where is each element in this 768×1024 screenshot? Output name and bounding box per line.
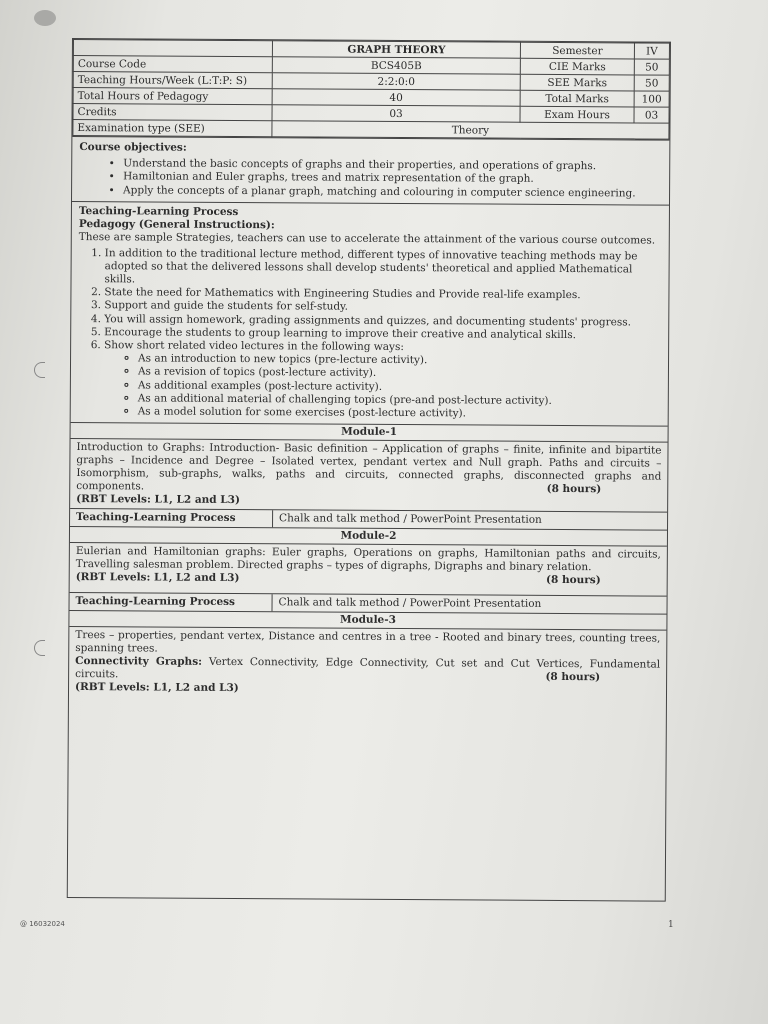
tlp-label: Teaching-Learning Process bbox=[70, 509, 273, 527]
page-number: 1 bbox=[668, 920, 674, 930]
list-item: • Hamiltonian and Euler graphs, trees and matrix representation of the graph. bbox=[123, 170, 662, 187]
list-item: 5. Encourage the students to group learning to improve their creative and analytical skills. bbox=[104, 326, 661, 343]
list-item: ◦ As a revision of topics (post-lecture activity). bbox=[138, 366, 661, 382]
header-row-val: 50 bbox=[634, 59, 669, 75]
list-item: 3. Support and guide the students for self-study. bbox=[104, 300, 661, 317]
header-row-val: 03 bbox=[634, 107, 669, 123]
semester-value: IV bbox=[634, 43, 669, 59]
module-subheading: Connectivity Graphs: bbox=[75, 655, 203, 669]
list-item: • Understand the basic concepts of graphs and their properties, and operations of graphs. bbox=[123, 157, 662, 174]
header-row-value: 03 bbox=[272, 105, 520, 123]
module-text: Introduction to Graphs: Introduction- Basic definition – Application of graphs – finite, infinite and bipartite graphs – Incidence and Degree – Isolated vertex, pendant vertex and Null graph. Paths and circuits – Isomorphism, sub-graphs, walks, paths and circuits, connected graphs, disconnected graphs and components. bbox=[76, 441, 662, 493]
video-ways-list bbox=[104, 352, 661, 421]
tlp-label: Teaching-Learning Process bbox=[70, 593, 273, 611]
objectives-heading: Course objectives: bbox=[79, 141, 187, 154]
header-row-key: Exam Hours bbox=[520, 106, 634, 123]
header-row-label: Teaching Hours/Week (L:T:P: S) bbox=[73, 72, 272, 89]
exam-type-label: Examination type (SEE) bbox=[73, 120, 272, 137]
header-row-value: 2:2:0:0 bbox=[272, 73, 520, 91]
module-heading: Module-2 bbox=[70, 526, 667, 546]
list-item-text: Show short related video lectures in the following ways: bbox=[104, 339, 404, 354]
binder-clip-mark bbox=[34, 10, 56, 26]
list-item: 1. In addition to the traditional lecture method, different types of innovative teaching methods may be adopted so that the delivered lessons shall develop students' theoretical and applied Mathematical skills. bbox=[104, 247, 661, 290]
module-hours: (8 hours) bbox=[546, 574, 601, 587]
header-row-value: 40 bbox=[272, 89, 520, 107]
header-row-val: 50 bbox=[634, 75, 669, 91]
punch-hole-mark bbox=[34, 362, 45, 378]
list-item: ◦ As an introduction to new topics (pre-lecture activity). bbox=[138, 353, 661, 369]
module-hours: (8 hours) bbox=[545, 671, 601, 684]
list-item: ◦ As additional examples (post-lecture activity). bbox=[138, 379, 661, 395]
header-row-label: Total Hours of Pedagogy bbox=[73, 88, 272, 105]
module-text: Trees – properties, pendant vertex, Distance and centres in a tree - Rooted and binary trees, counting trees, spanning trees. bbox=[75, 629, 661, 655]
header-row-label: Credits bbox=[73, 104, 272, 121]
print-stamp: @ 16032024 bbox=[20, 920, 65, 928]
header-row-key: CIE Marks bbox=[520, 58, 634, 75]
module-text: Eulerian and Hamiltonian graphs: Euler graphs, Operations on graphs, Hamiltonian paths and circuits, Travelling salesman problem. Directed graphs – types of digraphs, Digraphs and binary relation. bbox=[75, 545, 661, 574]
header-row-key: SEE Marks bbox=[520, 74, 634, 91]
module-text: Vertex Connectivity, Edge Connectivity, Cut set and Cut Vertices, Fundamental circuits. bbox=[75, 656, 661, 681]
list-item: ◦ As an additional material of challenging topics (pre-and post-lecture activity). bbox=[138, 392, 661, 408]
tlp-value: Chalk and talk method / PowerPoint Presentation bbox=[279, 512, 542, 527]
tlp-value: Chalk and talk method / PowerPoint Presentation bbox=[278, 596, 542, 611]
module-content bbox=[69, 626, 666, 700]
pedagogy-list bbox=[78, 247, 662, 422]
course-header-table bbox=[72, 39, 670, 140]
objectives-list bbox=[79, 157, 662, 201]
rbt-levels: (RBT Levels: L1, L2 and L3) bbox=[75, 571, 240, 585]
list-item bbox=[104, 339, 661, 422]
list-item: 2. State the need for Mathematics with Engineering Studies and Provide real-life examples. bbox=[104, 286, 661, 303]
pedagogy-section bbox=[71, 201, 669, 426]
exam-type-value: Theory bbox=[272, 121, 669, 139]
punch-hole-mark bbox=[34, 640, 45, 656]
pedagogy-subheading: Pedagogy (General Instructions): bbox=[78, 218, 275, 232]
module-content bbox=[70, 438, 667, 512]
course-title: GRAPH THEORY bbox=[272, 41, 520, 59]
header-row-label: Course Code bbox=[73, 56, 272, 73]
module-heading: Module-3 bbox=[69, 610, 666, 630]
header-row-val: 100 bbox=[634, 91, 669, 107]
module-hours: (8 hours) bbox=[546, 483, 602, 496]
header-row-key: Total Marks bbox=[520, 90, 634, 107]
pedagogy-intro: These are sample Strategies, teachers can use to accelerate the attainment of the various course outcomes. bbox=[78, 231, 656, 247]
syllabus-sheet bbox=[67, 38, 671, 902]
list-item: 4. You will assign homework, grading assignments and quizzes, and documenting students' progress. bbox=[104, 313, 661, 330]
module-heading: Module-1 bbox=[71, 422, 668, 442]
pedagogy-heading: Teaching-Learning Process bbox=[78, 205, 239, 219]
header-row-value: BCS405B bbox=[272, 57, 520, 75]
teaching-learning-row bbox=[70, 592, 667, 614]
module-content bbox=[70, 542, 667, 590]
list-item: ◦ As a model solution for some exercises (post-lecture activity). bbox=[138, 405, 661, 421]
rbt-levels: (RBT Levels: L1, L2 and L3) bbox=[74, 681, 239, 695]
teaching-learning-row bbox=[70, 508, 667, 530]
rbt-levels: (RBT Levels: L1, L2 and L3) bbox=[76, 493, 240, 507]
semester-label: Semester bbox=[520, 42, 634, 59]
list-item: • Apply the concepts of a planar graph, matching and colouring in computer science engineering. bbox=[123, 184, 662, 201]
course-objectives-section bbox=[72, 136, 669, 205]
